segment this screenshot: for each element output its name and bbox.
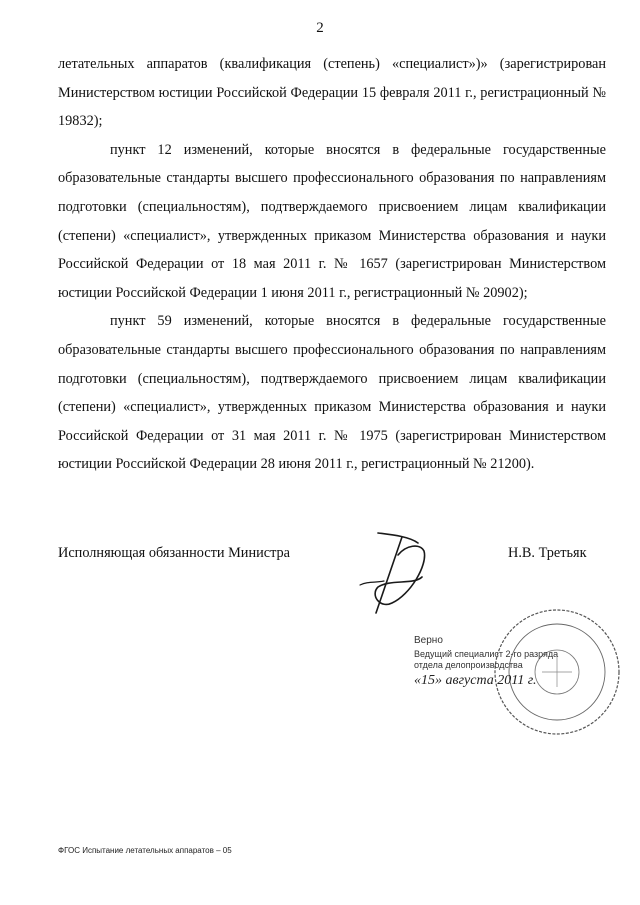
- certification-department: отдела делопроизводства: [414, 660, 523, 670]
- signatory-title: Исполняющая обязанности Министра: [58, 545, 291, 561]
- paragraph-item-59: пункт 59 изменений, которые вносятся в федеральные государственные образовательные стандарты высшего профессионального образования по направлениям подготовки (специальностям), подтверждаемого присвоением лицам квалификации (степени) «специалист», утвержденных приказом Министерства образования и науки Российской Федерации от 31 мая 2011 г. № 1975 (зарегистрирован Министерством юстиции Российской Федерации 28 июня 2011 г., регистрационный № 21200).: [58, 313, 606, 473]
- page-number: 2: [316, 20, 324, 36]
- paragraph-item-12: пункт 12 изменений, которые вносятся в федеральные государственные образовательные стандарты высшего профессионального образования по направлениям подготовки (специальностям), подтверждаемого присвоением лицам квалификации (степени) «специалист», утвержденных приказом Министерства образования и науки Российской Федерации от 18 мая 2011 г. № 1657 (зарегистрирован Министерством юстиции Российской Федерации 1 июня 2011 г., регистрационный № 20902);: [58, 141, 606, 301]
- document-body: [58, 50, 606, 479]
- certification-heading: Верно: [414, 635, 443, 646]
- certification-date: «15» августа 2011 г.: [414, 673, 537, 688]
- document-footer: ФГОС Испытание летательных аппаратов – 05: [58, 846, 232, 855]
- certification-block: [414, 635, 559, 688]
- paragraph-continuation: летательных аппаратов (квалификация (степень) «специалист»)» (зарегистрирован Министерством юстиции Российской Федерации 15 февраля 2011 г., регистрационный № 19832);: [58, 56, 606, 130]
- signatory-name: Н.В. Третьяк: [508, 545, 587, 561]
- certification-position: Ведущий специалист 2-го разряда: [414, 649, 559, 659]
- handwritten-signature: [340, 525, 450, 625]
